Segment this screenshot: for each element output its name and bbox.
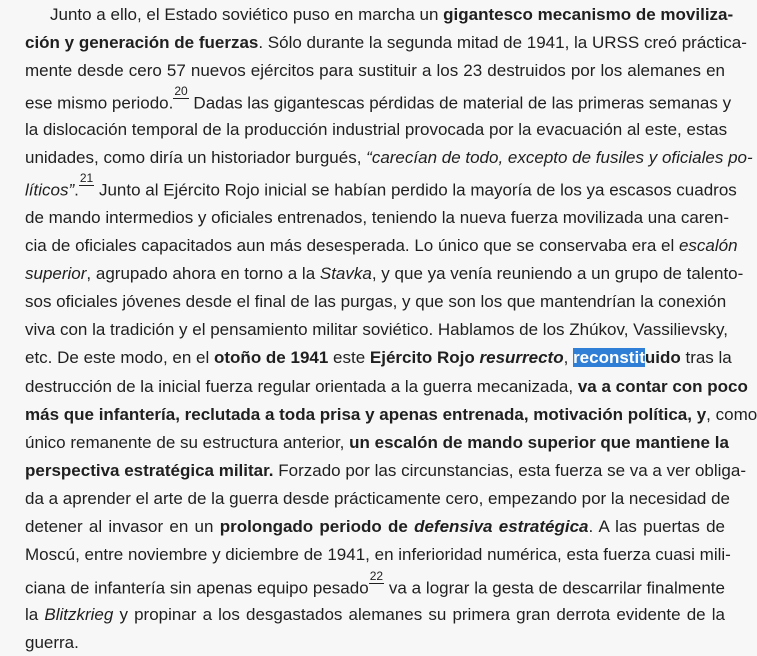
text-run: unidades, como diría un historiador burgués, [25,148,367,167]
text-line [50,5,734,25]
text-run: cia de oficiales capacitados aun más desesperada. Lo único que se conservaba era el [25,236,679,255]
text-line [25,461,746,481]
text-run: Junto al Ejército Rojo inicial se habían perdido la mayoría de los ya escasos cuadros [94,180,737,200]
text-run: la [25,605,45,624]
italic-text: superior [25,264,87,283]
text-line: la dislocación temporal de la producción industrial provocada por la evacuación al este, estas [25,120,728,139]
italic-text: Blitzkrieg [44,605,114,624]
bold-text: más que infantería, reclutada a toda prisa y apenas entrenada, motivación política, y [25,405,707,424]
bold-text: Ejército Rojo [369,348,475,367]
text-run: , [563,348,574,367]
text-line [25,84,732,114]
bold-text: un escalón de mando superior que mantiene la [349,433,729,452]
text-line [25,569,725,599]
text-line [25,377,748,397]
text-line [25,33,747,53]
italic-text: escalón [678,236,738,255]
text-run: . A las puertas de [588,517,725,536]
text-line [25,405,757,425]
quoted-text: líticos” [25,180,75,200]
text-line [25,148,753,168]
text-selection[interactable]: reconstit [573,348,645,367]
text-line: da a aprender el arte de la guerra desde prácticamente cero, empezando por la necesidad de [25,489,731,508]
text-line: mente desde cero 57 nuevos ejércitos para sustituir a los 23 destruidos por los alemanes en [25,61,725,80]
text-run: . Sólo durante la segunda mitad de 1941, la URSS creó práctica- [258,33,747,52]
text-line: Moscú, entre noviembre y diciembre de 1941, en inferioridad numérica, esta fuerza cuasi mili- [25,545,731,564]
text-run: , y que ya venía reuniendo a un grupo de talento- [371,264,744,283]
text-run: , como [706,405,757,424]
bold-text: gigantesco mecanismo de moviliza- [443,5,734,24]
text-run: ciana de infantería sin apenas equipo pesado [25,578,369,598]
text-run: va a lograr la gesta de descarrilar finalmente [384,578,725,598]
text-run: Junto a ello, el Estado soviético puso en marcha un [50,5,444,24]
text-line: de mando intermedios y oficiales entrenados, teniendo la nueva fuerza movilizada una caren- [25,208,730,227]
text-line [25,348,732,368]
bold-text: uido [644,348,681,367]
text-run: y propinar a los desgastados alemanes su primera gran derrota evidente de la [113,605,725,624]
text-line: guerra. [25,633,79,652]
footnote-link-20[interactable]: 20 [174,84,188,98]
text-run: Dadas las gigantescas pérdidas de material de las primeras semanas y [188,93,732,113]
text-run: Forzado por las circunstancias, esta fuerza se va a ver obliga- [273,461,746,480]
bold-italic-text: defensiva estratégica [414,517,589,536]
footnote-link-22[interactable]: 22 [369,569,384,583]
footnote-link-21[interactable]: 21 [79,171,94,185]
text-line [25,236,738,256]
bold-text: prolongado periodo de [219,517,415,536]
italic-text: Stavka [319,264,372,283]
bold-text: va a contar con poco [577,377,748,396]
quoted-text: “carecían de todo, excepto de fusiles y oficiales po- [366,148,753,167]
bold-text: otoño de 1941 [214,348,329,367]
text-line [25,605,725,625]
text-run: ese mismo periodo. [25,93,174,113]
text-run: tras la [680,348,732,367]
text-run: destrucción de la inicial fuerza regular orientada a la guerra mecanizada, [25,377,578,396]
text-run: etc. De este modo, en el [25,348,214,367]
text-run: , agrupado ahora en torno a la [86,264,320,283]
bold-text: perspectiva estratégica militar. [25,461,274,480]
text-line: sos oficiales jóvenes desde el final de las purgas, y que son los que mantendrían la conexión [25,292,727,311]
bold-italic-text: resurrecto [479,348,564,367]
bold-text: ción y generación de fuerzas [25,33,259,52]
text-run: único remanente de su estructura anterior, [25,433,350,452]
text-line [25,171,737,201]
text-run: . [74,180,79,200]
text-line [25,433,729,453]
text-line: viva con la tradición y el pensamiento militar soviético. Hablamos de los Zhúkov, Vassilievsky, [25,320,728,339]
text-run: detener al invasor en un [25,517,220,536]
text-line [25,517,725,537]
text-run: este [328,348,370,367]
text-line [25,264,744,284]
